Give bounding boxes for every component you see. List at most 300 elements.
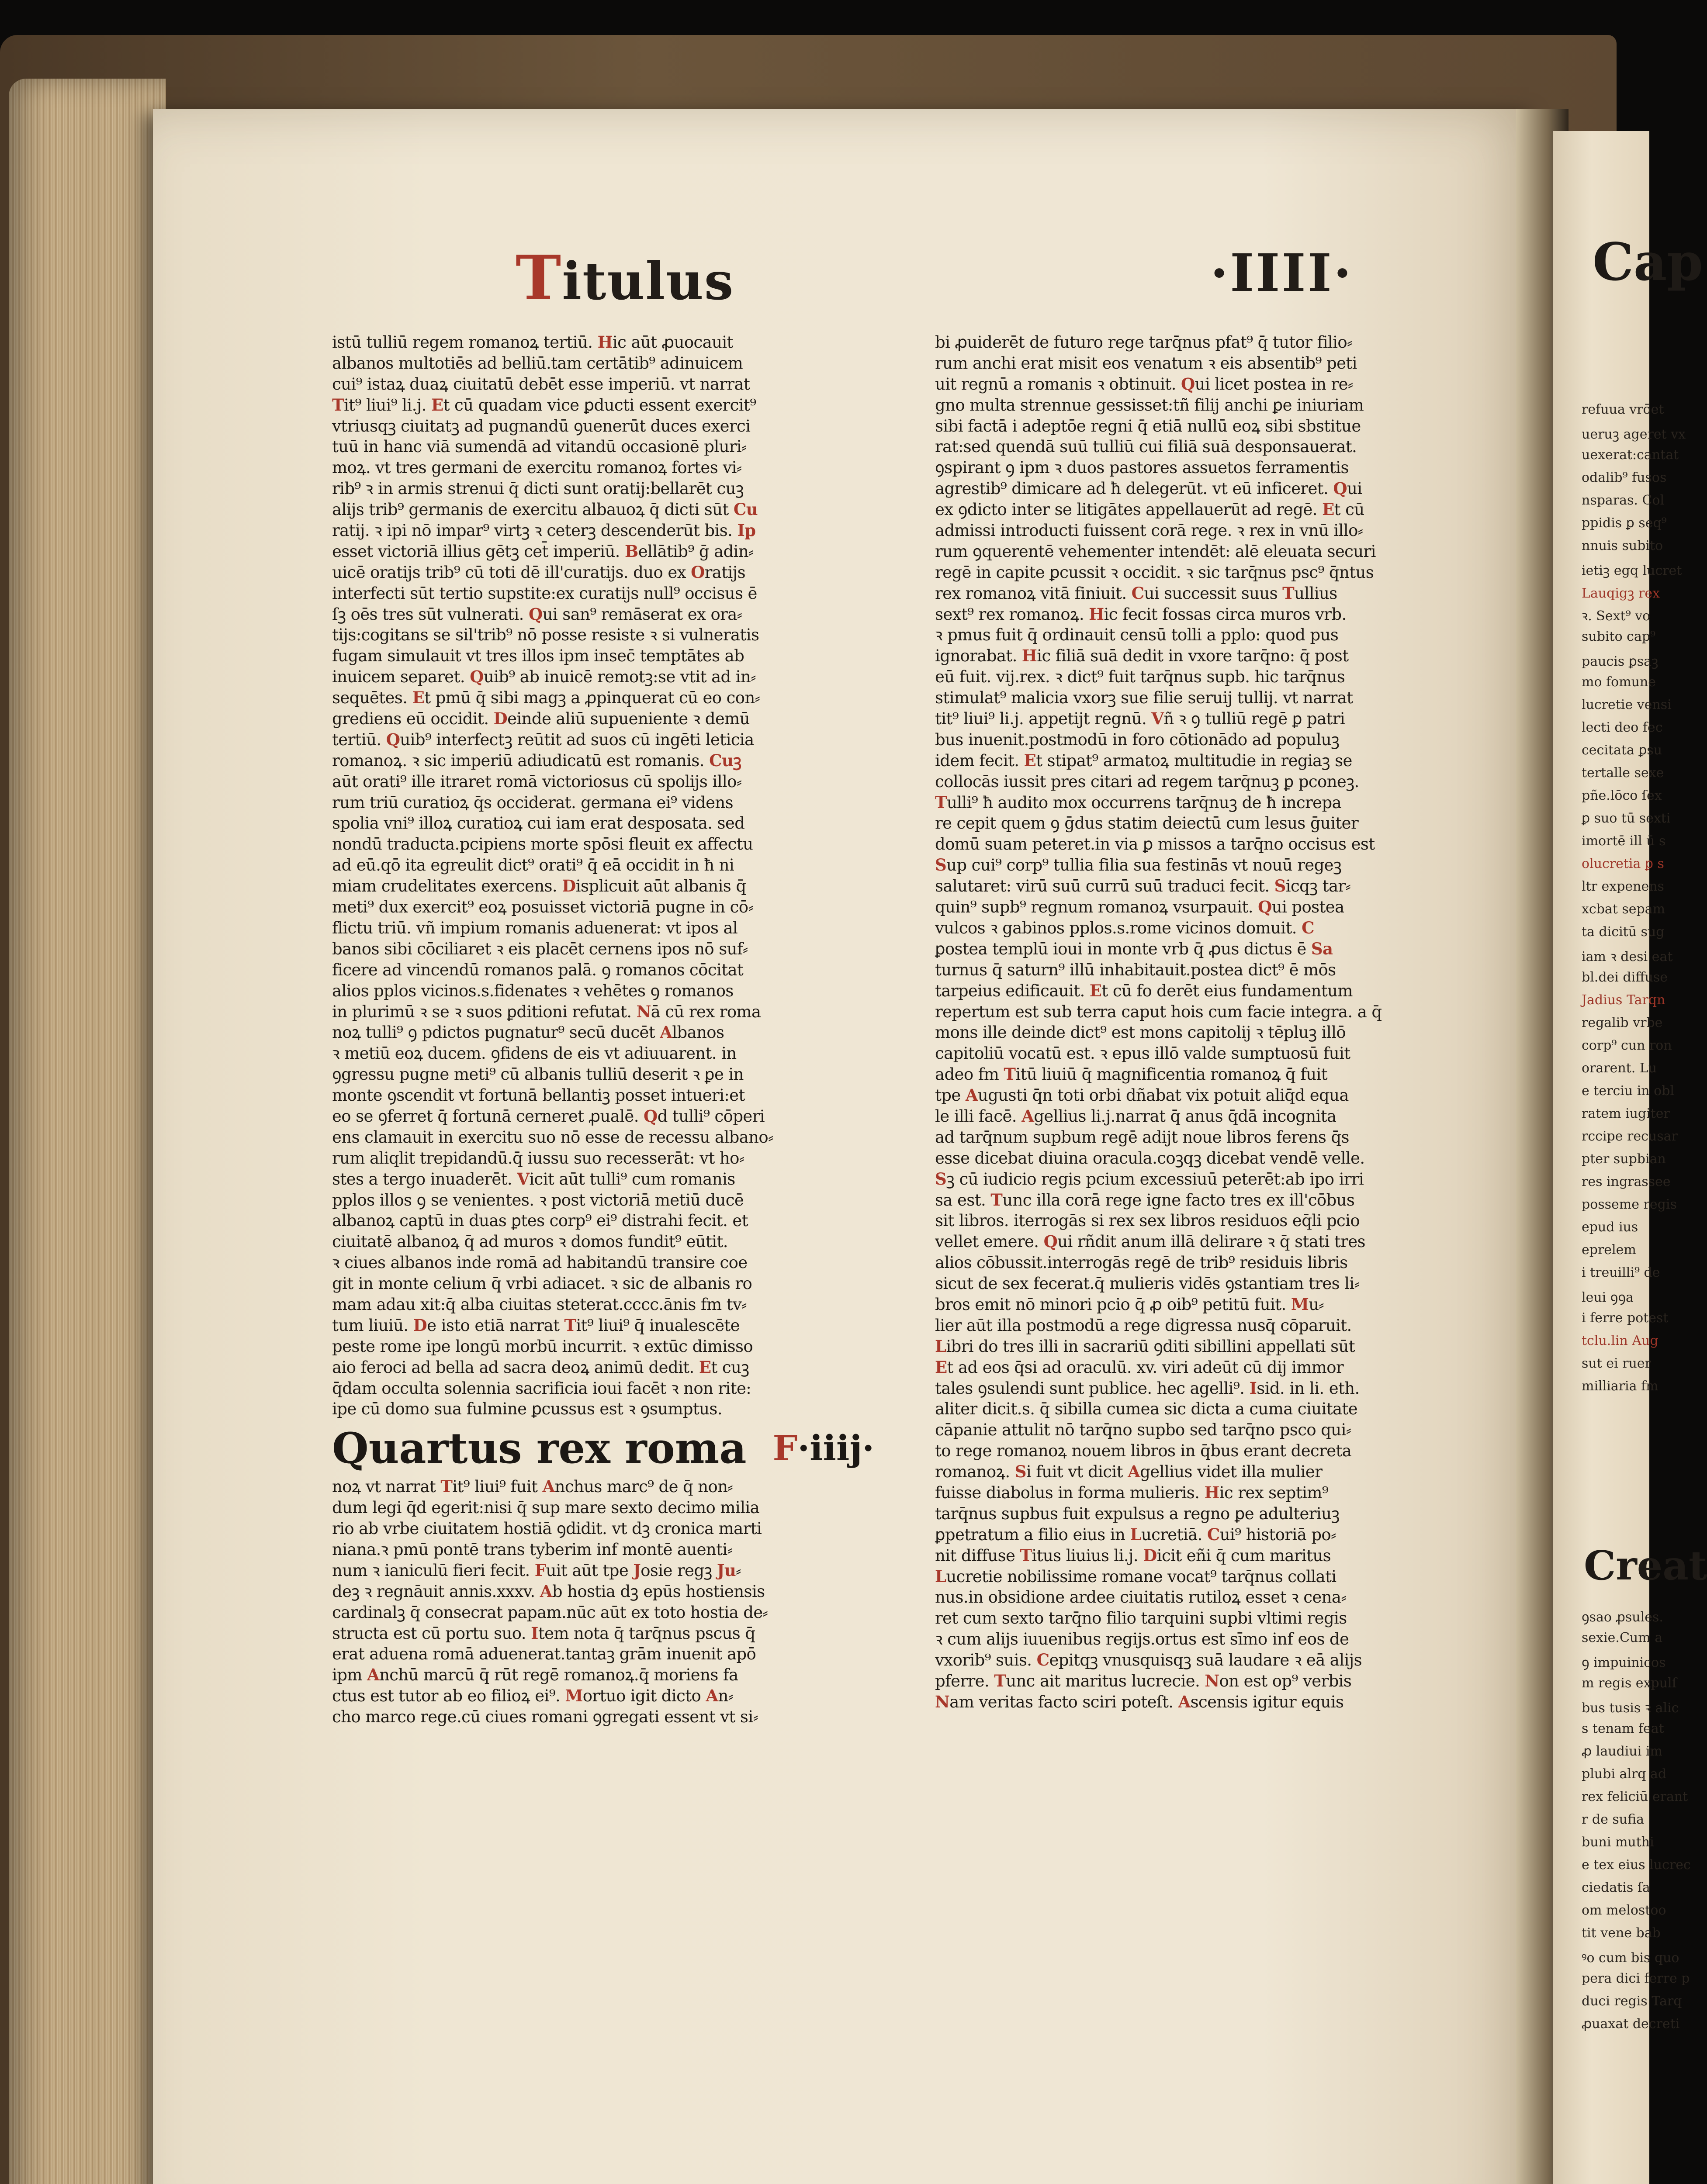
text-segment: pferre. <box>935 1672 994 1690</box>
text-segment: sext⁹ rex romanoꝝ. <box>935 605 1089 624</box>
text-segment: ulli⁹ ħ audito mox occurrens tarq̄nuꝫ de ħ increpa <box>946 793 1342 812</box>
text-line <box>332 1294 920 1315</box>
text-line <box>332 499 920 520</box>
text-segment: fuisse diabolus in forma mulieris. <box>935 1483 1205 1502</box>
rubricated-initial: Cuꝫ <box>709 750 741 770</box>
text-line <box>935 1085 1523 1106</box>
text-segment: cāpanie attulit nō tarq̄no supbo sed tarq̄no psco qui⸗ <box>935 1420 1351 1440</box>
facing-page-line: ietiꝫ egq lucret <box>1582 563 1682 578</box>
text-line <box>332 1085 920 1106</box>
text-segment: u⸗ <box>1309 1295 1324 1314</box>
text-line <box>935 918 1523 939</box>
text-segment: nus.in obsidione ardee ciuitatis rutiloꝝ esset ꝛ cena⸗ <box>935 1588 1347 1607</box>
facing-page-line: ppidis ꝑ seq⁹ <box>1582 515 1667 531</box>
facing-page-line: lecti deo fec <box>1582 720 1663 735</box>
text-segment: gno multa strennue gessisset:tñ filij anchi ꝑe iniuriam <box>935 395 1364 415</box>
text-line <box>332 688 920 708</box>
text-segment: ad eū.qō ita egreulit dict⁹ orati⁹ q̄ eā occidit in ħ ni <box>332 856 734 875</box>
text-segment: moꝝ. vt tres germani de exercitu romanoꝝ fortes vi⸗ <box>332 458 742 477</box>
text-line <box>332 1127 920 1148</box>
text-segment: vellet emere. <box>935 1232 1044 1251</box>
text-segment: nchus marc⁹ de q̄ non⸗ <box>554 1477 733 1496</box>
facing-page-line: s tenam feat <box>1582 1721 1664 1736</box>
text-line <box>935 897 1523 918</box>
text-segment: agrestib⁹ dimicare ad ħ delegerūt. vt eū inficeret. <box>935 479 1333 498</box>
text-line <box>332 478 920 499</box>
text-line <box>332 1252 920 1273</box>
text-segment: vtriusqꝫ ciuitatꝫ ad pugnandū ꝯuenerūt duces exerci <box>332 416 751 435</box>
text-line <box>935 1210 1523 1231</box>
text-segment: ibri do tres illi in sacrariū ꝯditi sibillini appellati sūt <box>946 1337 1355 1356</box>
rubricated-initial: A <box>965 1085 978 1105</box>
text-segment: sequētes. <box>332 688 412 708</box>
text-line <box>935 750 1523 771</box>
rubricated-initial: E <box>935 1357 947 1377</box>
text-line <box>332 897 920 918</box>
text-segment: tpe <box>935 1086 966 1105</box>
text-line <box>332 1399 920 1420</box>
facing-page-line: iam ꝛ desi eat <box>1582 949 1673 964</box>
rubricated-initial: Q <box>1181 374 1195 394</box>
rubricated-initial: S <box>1015 1462 1026 1482</box>
facing-page-line: nsparas. Col <box>1582 493 1665 508</box>
text-line <box>332 541 920 562</box>
facing-page-line: paucis ꝑsaꝫ <box>1582 654 1659 669</box>
facing-page-line: sexie.Cum a <box>1582 1630 1663 1645</box>
text-segment: sid. in li. eth. <box>1257 1379 1360 1398</box>
text-segment: ñ ꝛ ꝯ tulliū regē ꝑ patri <box>1163 709 1345 729</box>
text-line <box>332 1210 920 1231</box>
text-line <box>935 478 1523 499</box>
text-segment: adeo fm <box>935 1065 1004 1084</box>
rubricated-initial: H <box>597 332 613 352</box>
text-segment: e isto etiā narrat <box>427 1316 564 1335</box>
text-segment: tit⁹ liui⁹ li.j. appetijt regnū. <box>935 709 1152 729</box>
text-segment: alios pplos vicinos.s.fidenates ꝛ vehētes ꝯ romanos <box>332 981 734 1000</box>
text-segment: alios cōbussit.interrogās regē de trib⁹ residuis libris <box>935 1253 1348 1272</box>
facing-page-line: ꝯ impuinicos <box>1582 1655 1666 1670</box>
text-line <box>332 939 920 960</box>
rubricated-initial: T <box>990 1190 1003 1209</box>
text-line <box>935 583 1523 604</box>
text-line <box>935 1273 1523 1294</box>
facing-page-column-top <box>1582 402 1686 1401</box>
facing-page-heading: Creat <box>1584 1542 1707 1589</box>
text-segment: aūt orati⁹ ille itraret romā victoriosus cū spolijs illo⸗ <box>332 772 742 791</box>
text-segment: rex romanoꝝ vitā finiuit. <box>935 584 1132 603</box>
facing-page-line: orarent. Lu <box>1582 1061 1657 1076</box>
facing-page-line: bus tusis ꝛ alic <box>1582 1700 1679 1716</box>
text-line <box>332 1002 920 1023</box>
rubricated-initial: D <box>493 709 508 729</box>
text-line <box>332 1581 920 1602</box>
text-line <box>332 353 920 374</box>
text-segment: meti⁹ dux exercit⁹ eoꝝ posuisset victoriā pugne in cō⸗ <box>332 898 754 917</box>
text-segment: pplos illos ꝯ se venientes. ꝛ post victoriā metiū ducē <box>332 1190 744 1209</box>
facing-page-line: ta dicitū sug <box>1582 924 1665 940</box>
text-line <box>332 1064 920 1085</box>
text-segment: repertum est sub terra caput hois cum facie integra. a q̄ <box>935 1002 1382 1021</box>
rubricated-initial: T <box>1004 1064 1016 1084</box>
right-column-lines <box>935 332 1523 1713</box>
text-segment: gellius videt illa mulier <box>1140 1462 1323 1482</box>
rubricated-initial: H <box>1089 604 1104 624</box>
text-segment: ꝑpetratum a filio eius in <box>935 1525 1130 1544</box>
rubricated-initial: I <box>1249 1378 1257 1398</box>
facing-page-line: i ferre potest <box>1582 1310 1669 1326</box>
facing-page-line: pera dici ferre p <box>1582 1971 1690 1986</box>
text-line <box>332 1357 920 1378</box>
text-segment: monte ꝯscendit vt fortunā bellantiꝫ posset intueri:et <box>332 1086 745 1105</box>
facing-page-line: duci regis Tarq <box>1582 1994 1682 2009</box>
text-segment: noꝝ vt narrat <box>332 1477 441 1496</box>
text-segment: tem nota q̄ tarq̄nus pscus q̄ <box>538 1624 755 1643</box>
text-segment: rio ab vrbe ciuitatem hostiā ꝯdidit. vt dꝫ cronica marti <box>332 1519 762 1538</box>
text-column-left <box>332 332 920 1728</box>
facing-page-line: corp⁹ cun ron <box>1582 1038 1672 1053</box>
text-line <box>935 1169 1523 1190</box>
text-line <box>332 1686 920 1707</box>
text-line <box>935 1399 1523 1420</box>
text-line <box>935 604 1523 625</box>
text-line <box>935 1650 1523 1671</box>
text-segment: git in monte celium q̄ vrbi adiacet. ꝛ sic de albanis ro <box>332 1274 752 1293</box>
text-segment: ortuo igit dicto <box>582 1686 706 1706</box>
text-segment: icit eñi q̄ cum maritus <box>1156 1546 1331 1565</box>
facing-page-line: ꝓuaxat decreti <box>1582 2016 1680 2032</box>
text-line <box>935 374 1523 395</box>
text-segment: esse dicebat diuina oracula.coꝫqꝫ dicebat vendē velle. <box>935 1148 1365 1168</box>
text-line <box>332 604 920 625</box>
text-line <box>935 1441 1523 1462</box>
text-line <box>935 1587 1523 1608</box>
facing-page-line: ꝯsao ꝓsules. <box>1582 1610 1663 1625</box>
text-segment: epitqꝫ vnusquisqꝫ suā laudare ꝛ eā alijs <box>1049 1651 1362 1670</box>
rubricated-initial: A <box>1178 1692 1191 1711</box>
text-segment: fugam simulauit vt tres illos ipm insec̄ temptātes ab <box>332 646 744 666</box>
facing-page-line: tit vene bab <box>1582 1925 1661 1941</box>
rubricated-initial: C <box>1302 918 1314 937</box>
text-segment: t pmū q̄ sibi magꝫ a ꝓpinquerat cū eo con⸗ <box>424 688 760 708</box>
text-segment: esset victoriā illius gētꝫ cet̄ imperiū. <box>332 542 625 561</box>
rubricated-initial: C <box>1207 1524 1220 1544</box>
text-segment: ui san⁹ remāserat ex ora⸗ <box>542 605 742 624</box>
facing-page-line: Lauqigꝫ rex <box>1582 586 1660 601</box>
text-segment: re cepit quem ꝯ ḡdus statim deiectū cum lesus ḡuiter <box>935 814 1359 833</box>
text-segment: n⸗ <box>718 1686 734 1706</box>
text-line <box>935 1524 1523 1545</box>
facing-page-line: plubi alrq ad <box>1582 1766 1667 1782</box>
text-segment: ugusti q̄n toti orbi dñabat vix potuit aliq̄d equa <box>977 1086 1349 1105</box>
rubricated-initial: L <box>935 1336 946 1356</box>
rubricated-initial: N <box>636 1002 651 1021</box>
text-segment: stimulat⁹ malicia vxorꝫ sue filie seruij tullij. vt narrat <box>935 688 1353 708</box>
text-line <box>332 876 920 897</box>
text-segment: einde aliū supueniente ꝛ demū <box>507 709 750 729</box>
rubricated-initial: Sa <box>1311 939 1333 958</box>
text-segment: ciuitatē albanoꝝ q̄ ad muros ꝛ domos fundit⁹ eūtit. <box>332 1232 728 1251</box>
rubricated-initial: L <box>1130 1524 1141 1544</box>
facing-page-line: res ingrassee <box>1582 1174 1671 1189</box>
facing-page-line: rccipe recusar <box>1582 1129 1678 1144</box>
text-segment: eū fuit. vij.rex. ꝛ dict⁹ fuit tarq̄nus supb. hic tarq̄nus <box>935 667 1345 687</box>
text-line <box>332 395 920 416</box>
text-segment: nit diffuse <box>935 1546 1020 1565</box>
text-segment: t cuꝫ <box>711 1358 749 1377</box>
text-line <box>935 1629 1523 1650</box>
text-segment: ui <box>1347 479 1362 498</box>
text-segment: rib⁹ ꝛ in armis strenui q̄ dicti sunt oratij:bellarēt cuꝫ <box>332 479 744 498</box>
text-segment: ad tarq̄num supbum regē adijt noue libros ferens q̄s <box>935 1127 1349 1147</box>
text-segment: ficere ad vincendū romanos palā. ꝯ romanos cōcitat <box>332 960 744 979</box>
text-segment: ctus est tutor ab eo filioꝝ ei⁹. <box>332 1686 565 1706</box>
rubricated-initial: O <box>691 562 705 582</box>
text-line <box>332 1190 920 1211</box>
facing-page-line: uexerat:cantat <box>1582 447 1679 463</box>
rubricated-initial: Ip <box>737 521 756 540</box>
rubricated-initial: M <box>565 1686 583 1706</box>
text-segment: romanoꝝ. ꝛ sic imperiū adiudicatū est romanis. <box>332 751 710 770</box>
text-segment: rum triū curatioꝝ q̄s occiderat. germana ei⁹ videns <box>332 793 733 812</box>
text-segment: lbanos <box>672 1023 724 1042</box>
text-segment: sibi factā i adeptōe regni q̄ etiā nullū eoꝝ sibi sbstitue <box>935 416 1361 435</box>
facing-page-line: ueruꝫ ageret vx <box>1582 427 1686 442</box>
text-segment: sicut de sex fecerat.q̄ mulieris vidēs ꝯstantiam tres li⸗ <box>935 1274 1360 1293</box>
text-segment: vxorib⁹ suis. <box>935 1651 1037 1670</box>
text-line <box>332 1231 920 1252</box>
text-line <box>935 1608 1523 1629</box>
text-line <box>332 1043 920 1064</box>
rubricated-initial: E <box>1024 750 1036 770</box>
rubricated-initial: Q <box>644 1106 658 1126</box>
text-segment: ꝛ cum alijs iuuenibus regijs.ortus est sīmo inf eos de <box>935 1630 1349 1649</box>
text-line <box>332 708 920 729</box>
text-line <box>935 625 1523 646</box>
text-segment: rum ꝯquerentē vehementer intendēt: alē eleuata securi <box>935 542 1376 561</box>
facing-page-line: pñe.lōco ſex <box>1582 788 1662 803</box>
text-line <box>935 416 1523 437</box>
rubricated-initial: V <box>517 1169 530 1189</box>
text-segment: ullius <box>1294 584 1337 603</box>
text-segment: b hostia dꝫ epūs hostiensis <box>552 1582 765 1601</box>
facing-page-line: cecitata ꝑsu <box>1582 743 1662 758</box>
text-segment: tarq̄nus supbus fuit expulsus a regno ꝑe adulteriuꝫ <box>935 1504 1340 1523</box>
rubricated-initial: Q <box>1043 1232 1058 1251</box>
text-segment: ic rex septim⁹ <box>1219 1483 1329 1502</box>
rubricated-initial: S <box>935 1169 947 1189</box>
rubricated-initial: A <box>367 1665 380 1685</box>
text-segment: unc ait maritus lucrecie. <box>1006 1672 1205 1690</box>
rubricated-initial: H <box>1204 1482 1219 1502</box>
text-line <box>332 625 920 646</box>
text-segment: cardinalꝫ q̄ consecrat papam.nūc aūt ex toto hostia de⸗ <box>332 1603 768 1622</box>
running-head <box>516 242 734 314</box>
facing-page-line: eprelem <box>1582 1242 1636 1258</box>
rubricated-initial: E <box>1322 500 1334 519</box>
text-segment: niana.ꝛ pmū pontē trans tyberim inf montē auenti⸗ <box>332 1540 733 1559</box>
text-segment: uib⁹ interfectꝫ reūtit ad suos cū ingēti leticia <box>400 730 754 749</box>
facing-page-line: epud ius <box>1582 1220 1638 1235</box>
text-segment: alijs trib⁹ germanis de exercitu albauoꝝ q̄ dicti sūt <box>332 500 734 519</box>
text-line <box>332 1644 920 1665</box>
text-segment: uit aūt tpe <box>546 1561 634 1580</box>
facing-page-line: refuua vrōet <box>1582 402 1664 417</box>
text-line <box>935 1671 1523 1692</box>
rubricated-initial: J <box>633 1560 641 1580</box>
text-segment: eo se ꝯferret q̄ fortunā cerneret ꝓualē. <box>332 1106 644 1126</box>
text-segment: banos sibi cōciliaret ꝛ eis placēt cernens ipos nō suf⸗ <box>332 939 748 958</box>
text-segment: rum aliqlit trepidandū.q̄ iussu suo recesserāt: vt ho⸗ <box>332 1148 744 1168</box>
text-line <box>935 1231 1523 1252</box>
text-segment: inuicem separet. <box>332 667 470 687</box>
text-line <box>332 1623 920 1644</box>
rubricated-initial: Cu <box>733 500 758 519</box>
rubricated-initial: T <box>440 1477 453 1496</box>
text-segment: ſꝫ oēs tres sūt vulnerati. <box>332 605 529 624</box>
text-segment: ipe cū domo sua fulmine ꝑcussus est ꝛ ꝯsumptus. <box>332 1400 722 1419</box>
text-line <box>935 1692 1523 1713</box>
rubricated-initial: C <box>1036 1650 1049 1670</box>
text-line <box>935 1127 1523 1148</box>
text-segment: ꝯspirant ꝯ ipm ꝛ duos pastores assuetos ferramentis <box>935 458 1349 477</box>
text-line <box>935 646 1523 667</box>
facing-page-line: ꝛ. Sext⁹ vo <box>1582 608 1651 624</box>
text-segment: ui rñdit anum illā delirare ꝛ q̄ stati tres <box>1057 1232 1365 1251</box>
rubricated-initial: C <box>1131 583 1144 603</box>
text-segment: erat aduena romā aduenerat.tantaꝫ grām inuenit apō <box>332 1645 756 1664</box>
text-line <box>935 1357 1523 1378</box>
text-segment: to rege romanoꝝ nouem libros in q̄bus erant decreta <box>935 1441 1352 1461</box>
rubricated-initial: T <box>994 1671 1006 1690</box>
text-line <box>935 1315 1523 1336</box>
text-line <box>332 374 920 395</box>
text-line <box>935 1294 1523 1315</box>
text-line <box>332 416 920 437</box>
rubricated-initial: I <box>531 1623 538 1643</box>
text-line <box>332 520 920 541</box>
text-line <box>332 1560 920 1581</box>
text-segment: domū suam peteret.in via ꝑ missos a tarq̄no occisus est <box>935 835 1375 854</box>
text-segment: albanos multotiēs ad belliū.tam certātib⁹ adinuicem <box>332 353 743 373</box>
text-line <box>935 855 1523 876</box>
text-line <box>935 457 1523 478</box>
text-segment: dum legi q̄d egerit:nisi q̄ sup mare sexto decimo milia <box>332 1498 760 1517</box>
text-segment: cui⁹ istaꝝ duaꝝ ciuitatū debēt esse imperiū. vt narrat <box>332 374 750 394</box>
text-segment: regē in capite ꝑcussit ꝛ occidit. ꝛ sic tarq̄nus psc⁹ q̄ntus <box>935 563 1374 582</box>
text-segment: flictu triū. vñ impium romanis aduenerat: vt ipos al <box>332 918 738 937</box>
text-line <box>935 813 1523 834</box>
rubricated-initial: E <box>1089 981 1102 1000</box>
rubricated-initial: A <box>1021 1106 1034 1126</box>
facing-page-line: ltr expenens <box>1582 879 1664 894</box>
text-line <box>935 1503 1523 1524</box>
page-edges-left <box>9 79 166 2184</box>
facing-page-line: e terciu in obl <box>1582 1083 1675 1099</box>
text-line <box>332 1022 920 1043</box>
text-line <box>332 855 920 876</box>
facing-page-line: regalib vrbe <box>1582 1015 1663 1030</box>
text-line <box>935 541 1523 562</box>
text-segment: it⁹ liui⁹ fuit <box>452 1477 543 1496</box>
text-line <box>332 918 920 939</box>
left-column-lines-after-heading <box>332 1476 920 1728</box>
text-segment: idem fecit. <box>935 751 1024 770</box>
text-segment: scensis igitur equis <box>1190 1692 1344 1711</box>
text-line <box>935 353 1523 374</box>
text-line <box>935 834 1523 855</box>
facing-page-line: mo fomune <box>1582 674 1656 690</box>
facing-page-line: ꝰo cum bis quo <box>1582 1950 1679 1966</box>
text-segment: t cū quadam vice ꝑducti essent exercit⁹ <box>443 395 756 415</box>
text-segment: ic fecit fossas circa muros vrb. <box>1104 605 1347 624</box>
text-line <box>332 1518 920 1539</box>
rubricated-initial: Q <box>529 604 543 624</box>
text-segment: ꝛ pmus fuit q̄ ordinauit censū tolli a pplo: quod pus <box>935 625 1339 645</box>
text-segment: grediens eū occidit. <box>332 709 494 729</box>
text-segment: admissi introducti fuissent corā rege. ꝛ rex in vnū illo⸗ <box>935 521 1363 540</box>
text-segment: vulcos ꝛ gabinos pplos.s.rome vicinos domuit. <box>935 918 1302 937</box>
text-segment: icqꝫ tar⸗ <box>1285 877 1351 896</box>
text-line <box>935 1148 1523 1169</box>
rubricated-initial: M <box>1291 1294 1309 1314</box>
rubricated-initial: A <box>540 1581 552 1601</box>
rubricated-initial: A <box>542 1477 555 1496</box>
facing-page-line: olucretia ꝑ s <box>1582 856 1664 871</box>
text-segment: ic filiā suā dedit in vxore tarq̄no: q̄ post <box>1037 646 1349 666</box>
text-line <box>332 1273 920 1294</box>
left-column-lines-before-heading <box>332 332 920 1420</box>
rubricated-initial: N <box>1205 1671 1219 1690</box>
facing-page-line: sut ei ruer <box>1582 1356 1651 1371</box>
facing-page-line: r de sufia <box>1582 1812 1644 1827</box>
facing-page-line: ratem iugiter <box>1582 1106 1670 1121</box>
text-line <box>935 876 1523 897</box>
chapter-heading-title: Quartus rex roma <box>332 1423 747 1473</box>
text-segment: ꝛ ciues albanos inde romā ad habitandū transire coe <box>332 1253 748 1272</box>
text-segment: ellātib⁹ ḡ adin⸗ <box>638 542 754 561</box>
facing-page-line: bl.dei diffuse <box>1582 970 1668 985</box>
text-line <box>332 1336 920 1357</box>
facing-page-running-head: Cap <box>1593 232 1703 292</box>
text-segment: capitoliū vocatū est. ꝛ epus illō valde sumptuosū fuit <box>935 1044 1350 1063</box>
text-line <box>935 1566 1523 1587</box>
text-segment: unc illa corā rege igne facto tres ex ill'cōbus <box>1002 1190 1355 1209</box>
text-segment: bus inuenit.postmodū in foro cōtionādo ad populuꝫ <box>935 730 1340 749</box>
rubricated-initial: T <box>1282 583 1295 603</box>
text-line <box>935 499 1523 520</box>
text-segment: t cū fo derēt eius fundamentum <box>1101 981 1353 1000</box>
text-segment: ui licet postea in re⸗ <box>1195 374 1353 394</box>
text-segment: tijs:cogitans se sil'trib⁹ nō posse resiste ꝛ si vulneratis <box>332 625 759 645</box>
text-line <box>332 1476 920 1497</box>
text-segment: albanoꝝ captū in duas ꝑtes corp⁹ ei⁹ distrahi fecit. et <box>332 1211 748 1230</box>
rubricated-initial: H <box>1021 646 1037 666</box>
text-line <box>935 960 1523 981</box>
text-segment: noꝝ tulli⁹ ꝯ pdictos pugnatur⁹ secū ducēt <box>332 1023 660 1042</box>
text-segment: d tulli⁹ cōperi <box>657 1106 765 1126</box>
text-segment: icit aūt tulli⁹ cum romanis <box>529 1169 735 1189</box>
text-line <box>935 1064 1523 1085</box>
text-segment: bros emit nō minori pcio q̄ ꝓ oib⁹ petitū fuit. <box>935 1295 1291 1314</box>
text-line <box>935 436 1523 457</box>
text-line <box>332 583 920 604</box>
text-segment: ui⁹ historiā po⸗ <box>1219 1525 1336 1544</box>
text-line <box>935 1462 1523 1482</box>
text-segment: isplicuit aūt albanis q̄ <box>575 877 746 896</box>
chapter-heading-number-text: ·iiij· <box>797 1427 875 1469</box>
text-line <box>332 332 920 353</box>
text-segment: on est op⁹ verbis <box>1219 1672 1352 1690</box>
